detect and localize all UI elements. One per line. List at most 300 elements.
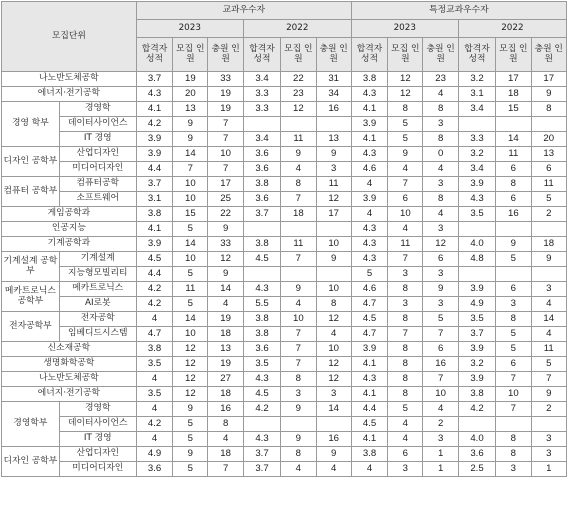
- table-row: [2, 162, 567, 177]
- major-name: 경영학: [59, 102, 136, 117]
- major-name: AI로봇: [59, 297, 136, 312]
- table-cell: 17: [316, 207, 351, 222]
- table-cell: 4.1: [136, 102, 172, 117]
- department-name: 나노반도체공학: [2, 372, 137, 387]
- major-name: 지능형모빌리티: [59, 267, 136, 282]
- metric-header: 충원 인원: [531, 38, 567, 72]
- major-name: 기계설계: [59, 252, 136, 267]
- table-cell: 8: [388, 372, 423, 387]
- table-cell: 5: [173, 267, 208, 282]
- table-cell: 7: [208, 162, 243, 177]
- table-cell: 4: [388, 162, 423, 177]
- table-cell: 10: [316, 342, 351, 357]
- department-name: 컴퓨터 공학부: [2, 177, 60, 207]
- table-cell: 7: [496, 402, 531, 417]
- table-cell: 3.4: [243, 132, 280, 147]
- table-cell: 12: [173, 387, 208, 402]
- table-cell: 12: [316, 372, 351, 387]
- table-cell: 3.2: [458, 72, 495, 87]
- table-cell: [496, 222, 531, 237]
- table-cell: 19: [208, 102, 243, 117]
- table-row: [2, 102, 567, 117]
- table-cell: [496, 417, 531, 432]
- table-cell: 7: [281, 342, 316, 357]
- table-cell: 3.9: [458, 342, 495, 357]
- table-cell: 15: [173, 207, 208, 222]
- table-cell: 3.9: [136, 147, 172, 162]
- table-cell: 8: [388, 387, 423, 402]
- table-cell: 7: [281, 327, 316, 342]
- table-row: [2, 417, 567, 432]
- table-cell: 12: [208, 252, 243, 267]
- table-cell: 9: [496, 237, 531, 252]
- table-cell: 3: [388, 267, 423, 282]
- table-cell: 10: [208, 147, 243, 162]
- table-row: [2, 312, 567, 327]
- table-cell: 4.1: [351, 132, 387, 147]
- table-cell: 4.1: [351, 357, 387, 372]
- major-name: 소프트웨어: [59, 192, 136, 207]
- table-row: [2, 342, 567, 357]
- table-cell: 3.8: [351, 72, 387, 87]
- table-cell: 3.9: [351, 192, 387, 207]
- table-cell: 27: [208, 372, 243, 387]
- table-cell: [243, 267, 280, 282]
- table-cell: 10: [316, 237, 351, 252]
- table-cell: 33: [208, 72, 243, 87]
- table-row: [2, 87, 567, 102]
- table-cell: 18: [208, 327, 243, 342]
- metric-header: 합격자 성적: [351, 38, 387, 72]
- table-cell: 4: [351, 207, 387, 222]
- table-cell: 4: [136, 432, 172, 447]
- table-cell: 9: [281, 282, 316, 297]
- department-name: 인공지능: [2, 222, 137, 237]
- table-cell: 2.5: [458, 462, 495, 477]
- table-cell: 4.5: [351, 417, 387, 432]
- table-cell: 3.6: [243, 147, 280, 162]
- major-name: 컴퓨터공학: [59, 177, 136, 192]
- table-cell: 4.7: [136, 327, 172, 342]
- table-cell: 3.5: [136, 387, 172, 402]
- department-name: 신소재공학: [2, 342, 137, 357]
- table-row: [2, 237, 567, 252]
- table-row: [2, 147, 567, 162]
- table-cell: 16: [423, 357, 458, 372]
- table-cell: 1: [423, 462, 458, 477]
- table-cell: 3.8: [243, 327, 280, 342]
- table-cell: [243, 222, 280, 237]
- table-cell: 2: [531, 207, 567, 222]
- table-cell: 8: [208, 417, 243, 432]
- table-cell: 14: [173, 312, 208, 327]
- table-cell: 4.8: [458, 252, 495, 267]
- table-cell: 9: [173, 117, 208, 132]
- table-cell: 12: [316, 312, 351, 327]
- table-cell: 4.4: [136, 162, 172, 177]
- table-cell: 3: [423, 222, 458, 237]
- table-cell: [316, 417, 351, 432]
- table-cell: 4.3: [351, 372, 387, 387]
- table-cell: [458, 417, 495, 432]
- year-header: 2022: [458, 20, 566, 38]
- table-cell: 9: [173, 132, 208, 147]
- table-cell: 6: [496, 162, 531, 177]
- table-cell: 6: [423, 342, 458, 357]
- table-cell: 7: [531, 372, 567, 387]
- table-cell: 16: [316, 432, 351, 447]
- table-cell: 12: [316, 192, 351, 207]
- table-cell: 3.9: [136, 132, 172, 147]
- table-row: [2, 447, 567, 462]
- table-cell: 5: [173, 417, 208, 432]
- table-cell: 8: [496, 312, 531, 327]
- table-cell: 9: [388, 147, 423, 162]
- table-cell: 5: [388, 402, 423, 417]
- table-cell: 3.3: [458, 132, 495, 147]
- department-name: 전자공학부: [2, 312, 60, 342]
- table-row: [2, 372, 567, 387]
- table-cell: 9: [173, 402, 208, 417]
- table-cell: 7: [208, 462, 243, 477]
- table-cell: 3.7: [243, 207, 280, 222]
- table-cell: 3.1: [458, 87, 495, 102]
- table-cell: 11: [531, 177, 567, 192]
- table-row: [2, 207, 567, 222]
- table-cell: 12: [173, 357, 208, 372]
- department-name: 에너지·전기공학: [2, 387, 137, 402]
- table-cell: 3.7: [136, 72, 172, 87]
- major-name: 데이터사이언스: [59, 417, 136, 432]
- admissions-table: [1, 1, 567, 477]
- table-cell: 3.9: [458, 282, 495, 297]
- table-cell: 4: [351, 462, 387, 477]
- table-cell: 6: [531, 162, 567, 177]
- table-cell: 8: [281, 177, 316, 192]
- table-cell: 8: [423, 102, 458, 117]
- table-cell: 3.5: [243, 357, 280, 372]
- table-cell: 14: [496, 132, 531, 147]
- table-cell: 8: [281, 447, 316, 462]
- major-name: 임베디드시스템: [59, 327, 136, 342]
- metric-header: 모집 인원: [388, 38, 423, 72]
- table-cell: 4: [423, 162, 458, 177]
- table-cell: 4.0: [458, 432, 495, 447]
- table-cell: 8: [388, 282, 423, 297]
- table-cell: 3: [423, 267, 458, 282]
- table-cell: 4: [281, 297, 316, 312]
- table-cell: 7: [281, 252, 316, 267]
- table-row: [2, 117, 567, 132]
- table-cell: 11: [388, 237, 423, 252]
- table-cell: 10: [496, 387, 531, 402]
- table-cell: 8: [531, 102, 567, 117]
- table-cell: 4: [388, 417, 423, 432]
- table-cell: 18: [281, 207, 316, 222]
- table-cell: 22: [281, 72, 316, 87]
- table-cell: 18: [208, 447, 243, 462]
- major-name: 메카트로닉스: [59, 282, 136, 297]
- table-row: [2, 252, 567, 267]
- table-cell: 12: [423, 237, 458, 252]
- table-cell: [458, 117, 495, 132]
- table-cell: 5: [173, 432, 208, 447]
- table-cell: 4: [136, 402, 172, 417]
- table-cell: 4.5: [136, 252, 172, 267]
- table-cell: 3.4: [458, 162, 495, 177]
- table-row: [2, 432, 567, 447]
- table-cell: 11: [281, 132, 316, 147]
- table-cell: 3: [531, 432, 567, 447]
- table-cell: 3.8: [136, 342, 172, 357]
- table-cell: 3.9: [458, 177, 495, 192]
- table-cell: 8: [388, 312, 423, 327]
- table-cell: 3.9: [458, 372, 495, 387]
- table-cell: 4.3: [243, 432, 280, 447]
- table-cell: 5: [388, 132, 423, 147]
- table-cell: 3.7: [136, 177, 172, 192]
- table-cell: 18: [496, 87, 531, 102]
- table-cell: 6: [423, 252, 458, 267]
- table-cell: 4: [208, 432, 243, 447]
- table-cell: 9: [423, 282, 458, 297]
- table-cell: 25: [208, 192, 243, 207]
- table-cell: 4.3: [243, 282, 280, 297]
- department-name: 메카트로닉스 공학부: [2, 282, 60, 312]
- table-cell: 7: [281, 192, 316, 207]
- table-cell: 5: [531, 192, 567, 207]
- table-cell: 5: [496, 327, 531, 342]
- table-cell: 3.6: [243, 342, 280, 357]
- table-cell: 3.3: [243, 102, 280, 117]
- table-cell: [281, 417, 316, 432]
- table-cell: 4: [316, 327, 351, 342]
- table-cell: [316, 117, 351, 132]
- unit-header: 모집단위: [2, 2, 137, 72]
- table-cell: 4.1: [351, 387, 387, 402]
- table-cell: 8: [388, 102, 423, 117]
- department-name: 디자인 공학부: [2, 147, 60, 177]
- metric-header: 모집 인원: [173, 38, 208, 72]
- table-cell: 4.2: [136, 417, 172, 432]
- table-cell: 4.3: [136, 87, 172, 102]
- table-row: [2, 387, 567, 402]
- table-cell: 15: [496, 102, 531, 117]
- table-cell: 4.1: [351, 432, 387, 447]
- table-cell: 8: [316, 297, 351, 312]
- table-cell: 3: [531, 447, 567, 462]
- table-cell: 4.3: [351, 252, 387, 267]
- table-cell: 9: [316, 147, 351, 162]
- table-cell: 16: [496, 207, 531, 222]
- table-cell: 4.5: [243, 387, 280, 402]
- department-name: 기계공학과: [2, 237, 137, 252]
- table-cell: 3.7: [243, 462, 280, 477]
- table-cell: 9: [208, 267, 243, 282]
- table-cell: 9: [316, 252, 351, 267]
- table-cell: 7: [173, 162, 208, 177]
- table-cell: 3: [423, 117, 458, 132]
- table-cell: 4.4: [136, 267, 172, 282]
- table-cell: 4.2: [136, 282, 172, 297]
- major-name: 산업디자인: [59, 147, 136, 162]
- table-cell: 4.6: [351, 162, 387, 177]
- table-cell: 3.6: [458, 447, 495, 462]
- table-cell: 12: [316, 357, 351, 372]
- table-cell: [531, 267, 567, 282]
- table-cell: [496, 267, 531, 282]
- table-cell: 7: [388, 327, 423, 342]
- table-cell: 14: [316, 402, 351, 417]
- table-cell: 4.1: [351, 102, 387, 117]
- table-cell: 19: [173, 72, 208, 87]
- table-cell: 17: [208, 177, 243, 192]
- major-name: 전자공학: [59, 312, 136, 327]
- table-cell: [531, 117, 567, 132]
- table-cell: 11: [281, 237, 316, 252]
- table-cell: [281, 222, 316, 237]
- table-cell: 12: [388, 72, 423, 87]
- table-cell: 3.9: [351, 342, 387, 357]
- table-cell: 17: [496, 72, 531, 87]
- table-body: [2, 72, 567, 477]
- table-cell: 3.6: [136, 462, 172, 477]
- table-row: [2, 192, 567, 207]
- department-name: 경영학부: [2, 402, 60, 447]
- table-cell: 3.8: [136, 207, 172, 222]
- table-cell: 8: [496, 177, 531, 192]
- table-cell: 11: [496, 147, 531, 162]
- table-cell: 3: [531, 282, 567, 297]
- table-cell: 8: [496, 432, 531, 447]
- table-cell: 14: [208, 282, 243, 297]
- table-cell: 4.9: [458, 297, 495, 312]
- table-cell: 14: [531, 312, 567, 327]
- table-cell: 3: [281, 387, 316, 402]
- table-cell: 3.5: [458, 207, 495, 222]
- table-cell: 23: [281, 87, 316, 102]
- table-cell: 9: [173, 447, 208, 462]
- table-cell: 4.2: [458, 402, 495, 417]
- table-cell: 5: [496, 252, 531, 267]
- year-header: 2023: [351, 20, 458, 38]
- table-cell: 4.5: [351, 312, 387, 327]
- table-cell: 4.3: [351, 222, 387, 237]
- table-cell: 7: [423, 372, 458, 387]
- table-cell: 3.8: [243, 312, 280, 327]
- table-cell: 20: [173, 87, 208, 102]
- table-cell: 4: [136, 312, 172, 327]
- table-cell: 3: [423, 177, 458, 192]
- table-cell: [281, 117, 316, 132]
- table-cell: 4: [388, 222, 423, 237]
- table-cell: 5: [423, 312, 458, 327]
- table-cell: 14: [173, 237, 208, 252]
- department-name: 게임공학과: [2, 207, 137, 222]
- table-cell: 4: [423, 207, 458, 222]
- table-cell: 4.3: [351, 237, 387, 252]
- major-name: 미디어디자인: [59, 462, 136, 477]
- table-cell: 3.3: [243, 87, 280, 102]
- metric-header: 충원 인원: [423, 38, 458, 72]
- table-row: [2, 462, 567, 477]
- table-cell: 3.2: [458, 147, 495, 162]
- table-cell: 4.6: [351, 282, 387, 297]
- table-cell: 22: [208, 207, 243, 222]
- table-cell: 3.2: [458, 357, 495, 372]
- table-cell: 6: [496, 357, 531, 372]
- major-name: 미디어디자인: [59, 162, 136, 177]
- table-cell: 5: [351, 267, 387, 282]
- table-cell: 19: [208, 87, 243, 102]
- metric-header: 합격자 성적: [136, 38, 172, 72]
- table-cell: 33: [208, 237, 243, 252]
- table-cell: 16: [208, 402, 243, 417]
- table-cell: 4: [531, 297, 567, 312]
- metric-header: 충원 인원: [208, 38, 243, 72]
- table-cell: 7: [208, 117, 243, 132]
- table-cell: 10: [423, 387, 458, 402]
- table-cell: 31: [316, 72, 351, 87]
- table-cell: 4.7: [351, 327, 387, 342]
- table-cell: 10: [173, 327, 208, 342]
- table-cell: [281, 267, 316, 282]
- table-cell: 4.9: [136, 447, 172, 462]
- table-cell: 4.4: [351, 402, 387, 417]
- table-cell: 5: [173, 297, 208, 312]
- table-cell: 4.3: [458, 192, 495, 207]
- table-cell: 10: [173, 252, 208, 267]
- table-cell: 19: [208, 357, 243, 372]
- table-cell: 11: [173, 282, 208, 297]
- table-cell: 3: [423, 432, 458, 447]
- table-cell: 6: [496, 282, 531, 297]
- table-cell: 3.5: [458, 312, 495, 327]
- table-cell: 4.0: [458, 237, 495, 252]
- table-cell: 10: [281, 312, 316, 327]
- table-row: [2, 402, 567, 417]
- table-cell: 1: [423, 447, 458, 462]
- table-cell: 4.5: [243, 252, 280, 267]
- table-cell: 10: [388, 207, 423, 222]
- table-cell: 2: [423, 417, 458, 432]
- table-cell: 9: [316, 447, 351, 462]
- table-cell: 4: [531, 327, 567, 342]
- table-cell: 10: [173, 192, 208, 207]
- table-cell: 3: [496, 297, 531, 312]
- table-cell: 3: [423, 297, 458, 312]
- table-cell: [531, 222, 567, 237]
- table-cell: 7: [496, 372, 531, 387]
- table-cell: 16: [316, 102, 351, 117]
- table-cell: 12: [281, 102, 316, 117]
- table-cell: 13: [531, 147, 567, 162]
- metric-header: 합격자 성적: [458, 38, 495, 72]
- table-cell: 13: [316, 132, 351, 147]
- table-cell: [458, 222, 495, 237]
- table-cell: 12: [388, 87, 423, 102]
- table-cell: [243, 417, 280, 432]
- year-header: 2022: [243, 20, 351, 38]
- table-cell: 4: [208, 297, 243, 312]
- table-cell: 3.8: [243, 177, 280, 192]
- major-name: IT 경영: [59, 132, 136, 147]
- table-cell: 3: [388, 462, 423, 477]
- table-cell: 5: [531, 357, 567, 372]
- table-cell: 4.3: [351, 87, 387, 102]
- table-cell: 4: [136, 372, 172, 387]
- table-cell: 10: [316, 282, 351, 297]
